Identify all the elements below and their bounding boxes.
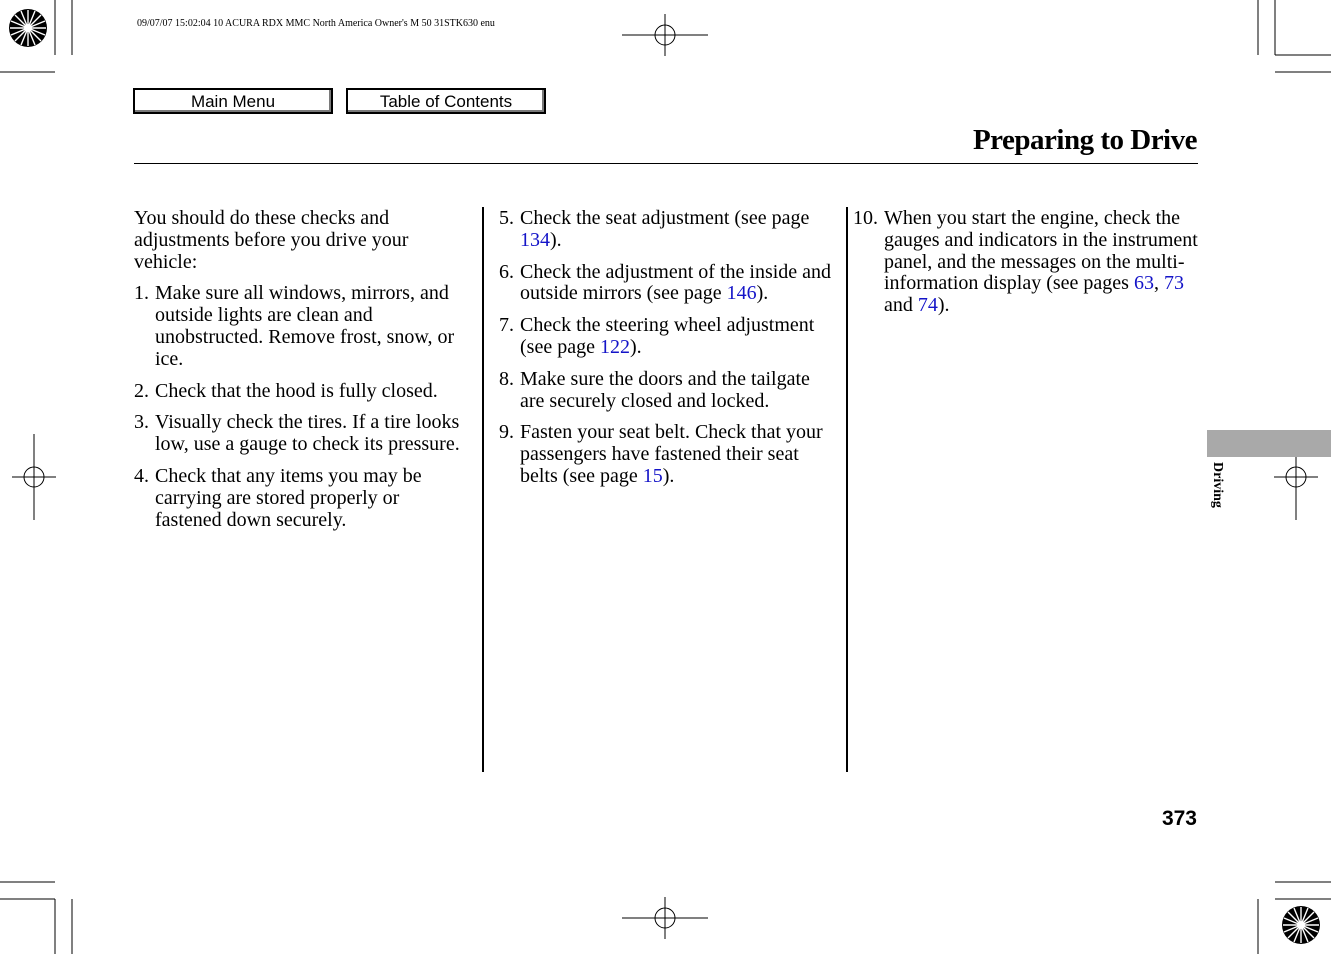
column-divider <box>482 207 484 772</box>
item-number: 6. <box>499 260 514 283</box>
page-title: Preparing to Drive <box>972 124 1197 156</box>
list-item <box>499 315 835 359</box>
list-item <box>134 381 469 403</box>
column-1 <box>134 208 469 531</box>
item-number: 7. <box>499 314 514 337</box>
column-2 <box>499 198 835 488</box>
print-info: 09/07/07 15:02:04 10 ACURA RDX MMC North America Owner's M 50 31STK630 enu <box>137 18 495 29</box>
item-text: Check the steering wheel adjustment (see page 122). <box>520 314 815 358</box>
main-menu-button[interactable]: Main Menu <box>133 88 333 114</box>
title-divider <box>134 163 1198 164</box>
item-number: 8. <box>499 367 514 390</box>
item-text: Check that any items you may be carrying are stored properly or fastened down securely. <box>155 464 422 531</box>
page-link[interactable]: 122 <box>599 335 630 358</box>
list-item <box>499 369 835 413</box>
column-divider <box>846 207 848 772</box>
list-item <box>853 208 1198 317</box>
item-number: 10. <box>853 207 878 229</box>
intro-text: You should do these checks and adjustments before you drive your vehicle: <box>134 207 409 273</box>
page-link[interactable]: 146 <box>726 282 757 305</box>
column-3 <box>853 198 1198 317</box>
table-of-contents-button[interactable]: Table of Contents <box>346 88 546 114</box>
item-text: Check the adjustment of the inside and outside mirrors (see page 146). <box>520 260 832 305</box>
page-link[interactable]: 74 <box>917 294 938 317</box>
list-item <box>134 412 469 456</box>
item-text: Fasten your seat belt. Check that your passengers have fastened their seat belts (see page 15). <box>520 421 823 487</box>
item-text: Check the seat adjustment (see page 134). <box>520 207 810 251</box>
item-text: When you start the engine, check the gauges and indicators in the instrument panel, and the messages on the multi-information display (see pages 63, 73 and 74). <box>884 207 1198 317</box>
item-number: 3. <box>134 411 149 434</box>
item-number: 4. <box>134 464 149 487</box>
section-tab[interactable] <box>1207 430 1331 457</box>
item-number: 1. <box>134 282 149 305</box>
list-item <box>499 422 835 487</box>
list-item <box>134 466 469 531</box>
page-number: 373 <box>1161 807 1197 830</box>
page-link[interactable]: 73 <box>1163 272 1184 295</box>
section-tab-label: Driving <box>1210 462 1225 508</box>
item-text: Check that the hood is fully closed. <box>155 379 438 402</box>
list-item <box>134 283 469 370</box>
item-text: Make sure the doors and the tailgate are securely closed and locked. <box>520 367 810 412</box>
item-number: 5. <box>499 207 514 229</box>
page-link[interactable]: 63 <box>1133 272 1154 295</box>
item-text: Make sure all windows, mirrors, and outside lights are clean and unobstructed. Remove frost, snow, or ice. <box>155 282 455 370</box>
item-text: Visually check the tires. If a tire looks low, use a gauge to check its pressure. <box>155 411 460 456</box>
list-item <box>499 262 835 306</box>
item-number: 9. <box>499 421 514 444</box>
page-link[interactable]: 134 <box>520 228 550 251</box>
item-number: 2. <box>134 379 149 402</box>
page-link[interactable]: 15 <box>642 464 663 487</box>
list-item <box>499 208 835 252</box>
